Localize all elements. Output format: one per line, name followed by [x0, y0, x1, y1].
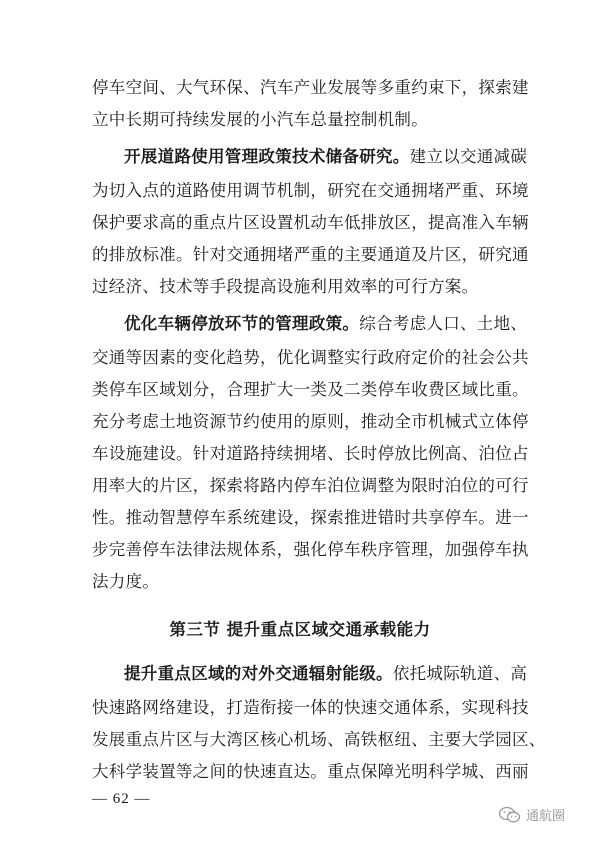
paragraph-lead: 提升重点区域的对外交通辐射能级。: [124, 664, 393, 683]
paragraph-text: 依托城际轨道、高: [392, 664, 528, 683]
page-number: — 62 —: [92, 791, 151, 807]
paragraph-line: [124, 314, 528, 334]
paragraph-lead: 开展道路使用管理政策技术储备研究。: [124, 147, 410, 166]
watermark-text: 通航圈: [526, 809, 566, 824]
paragraph-line: 的排放标准。针对交通拥堵严重的主要通道及片区，研究通: [92, 245, 529, 264]
paragraph-line: 大科学装置等之间的快速直达。重点保障光明科学城、西丽: [92, 762, 529, 781]
paragraph-text: 建立以交通减碳: [409, 147, 528, 166]
paragraph-line: 类停车区域划分，合理扩大一类及二类停车收费区域比重。: [92, 380, 529, 399]
wechat-logo-icon: [498, 806, 522, 824]
paragraph-line: 步完善停车法律法规体系，强化停车秩序管理，加强停车执: [92, 540, 529, 559]
paragraph-line: 发展重点片区与大湾区核心机场、高铁枢纽、主要大学园区、: [92, 730, 546, 749]
paragraph-line: [124, 664, 528, 684]
section-heading: 第三节 提升重点区域交通承载能力: [169, 620, 431, 639]
paragraph-line: 用率大的片区，探索将路内停车泊位调整为限时泊位的可行: [92, 476, 529, 495]
paragraph-line: 立中长期可持续发展的小汽车总量控制机制。: [92, 110, 428, 129]
paragraph-line: 过经济、技术等手段提高设施利用效率的可行方案。: [92, 277, 479, 296]
paragraph-line: 保护要求高的重点片区设置机动车低排放区，提高准入车辆: [92, 213, 529, 232]
paragraph-line: 性。推动智慧停车系统建设，探索推进错时共享停车。进一: [92, 508, 529, 527]
paragraph-line: 充分考虑土地资源节约使用的原则，推动全市机械式立体停: [92, 412, 529, 431]
paragraph-lead: 优化车辆停放环节的管理政策。: [124, 314, 360, 333]
paragraph-line: 快速路网络建设，打造衔接一体的快速交通体系，实现科技: [92, 698, 529, 717]
paragraph-line: 为切入点的道路使用调节机制，研究在交通拥堵严重、环境: [92, 181, 529, 200]
paragraph-line: 交通等因素的变化趋势，优化调整实行政府定价的社会公共: [92, 348, 529, 367]
watermark: [498, 805, 565, 824]
paragraph-text: 综合考虑人口、土地、: [359, 314, 528, 333]
paragraph-line: [124, 147, 528, 167]
paragraph-line: 车设施建设。针对道路持续拥堵、长时停放比例高、泊位占: [92, 444, 529, 463]
paragraph-line: 停车空间、大气环保、汽车产业发展等多重约束下，探索建: [92, 78, 529, 97]
paragraph-line: 法力度。: [92, 572, 160, 591]
